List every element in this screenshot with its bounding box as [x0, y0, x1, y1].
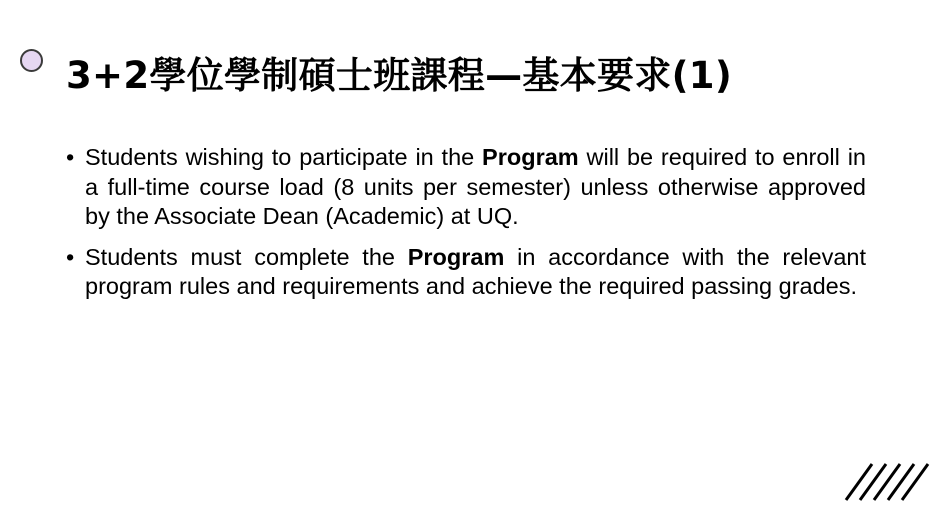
bullet-item-2	[66, 243, 866, 302]
bullet-dot-icon: •	[66, 144, 75, 170]
bullet-2-text-before: Students must complete the	[85, 243, 408, 270]
title-bullet-circle-icon	[20, 49, 43, 72]
slide-title: 3+2學位學制碩士班課程—基本要求(1)	[66, 54, 733, 97]
bullet-2-bold-text: Program	[407, 243, 505, 270]
bullet-1-bold-text: Program	[482, 144, 579, 170]
bullet-item-1	[66, 143, 866, 232]
bullet-1-text-before: Students wishing to participate in the	[85, 144, 483, 170]
bullet-dot-icon: •	[66, 243, 75, 270]
bullet-1-text-after: will be required to enroll in a full-time course load (8 units per semester) unless otherwise approved by the Associate Dean (Academic) at UQ.	[85, 144, 866, 229]
bullet-2-text-after: in accordance with the relevant program rules and requirements and achieve the required passing grades.	[85, 243, 866, 299]
bullet-list	[66, 143, 866, 313]
diagonal-lines-icon	[840, 460, 930, 504]
